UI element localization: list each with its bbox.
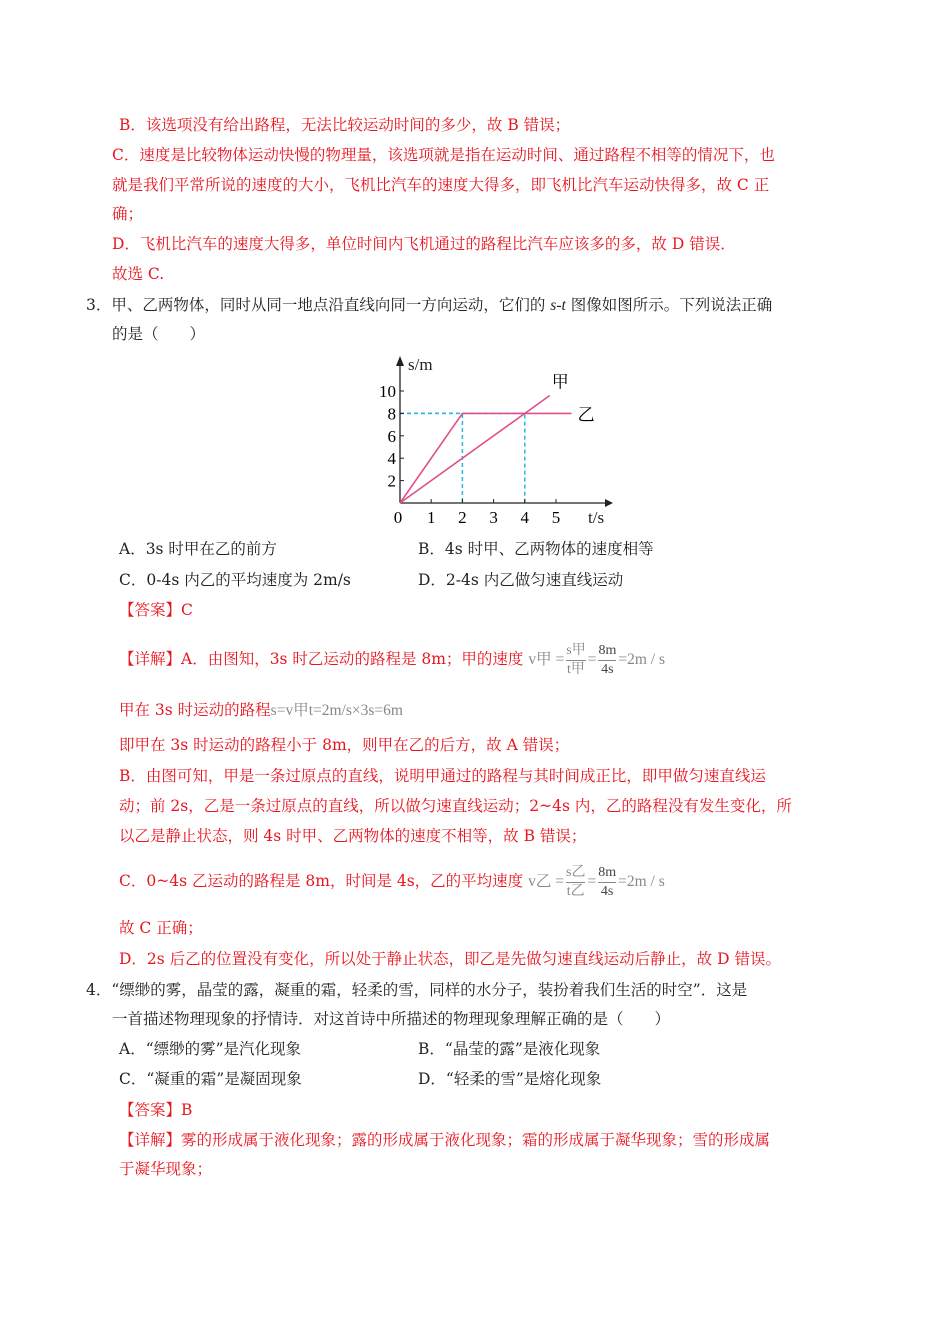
q3-explain-c1 [119,862,665,901]
q4-answer: 【答案】B [119,1101,193,1119]
formula-num: s乙 [566,864,585,883]
q3-stem-line1 [86,295,772,316]
y-tick-label: 4 [387,449,396,469]
y-tick-label: 6 [387,426,396,446]
x-axis-label: t/s [588,508,605,527]
q2-explain-d: D．飞机比汽车的速度大得多，单位时间内飞机通过的路程比汽车应该多的多，故 D 错误． [112,235,736,253]
formula-eq: = [587,651,597,668]
x-tick-label: 0 [393,508,403,527]
x-axis-arrow-icon [605,499,613,507]
series-line-jia [400,395,550,503]
q3-stem-text: 3．甲、乙两物体，同时从同一地点沿直线向同一方向运动，它们的 [86,296,551,314]
x-tick-label: 3 [489,508,498,527]
formula-num: 8m [598,864,616,883]
q3-explain-a2-text: 甲在 3s 时运动的路程 [119,701,271,719]
q3-answer: 【答案】C [119,601,193,619]
q2-explain-c-line1: C．速度是比较物体运动快慢的物理量，该选项就是指在运动时间、通过路程不相等的情况下，也 [112,146,775,164]
formula-lhs: v甲 = [528,651,565,668]
q3-explain-c1-text: C．0~4s 乙运动的路程是 8m，时间是 4s，乙的平均速度 [119,872,524,890]
st-graph [360,350,620,530]
q4-option-d: D．“轻柔的雪”是熔化现象 [418,1070,602,1088]
q3-explain-b2: 动；前 2s，乙是一条过原点的直线，所以做匀速直线运动；2~4s 内，乙的路程没有发生变化，所 [119,797,792,815]
q2-explain-c-line3: 确； [112,205,144,223]
q4-stem-line2: 一首描述物理现象的抒情诗．对这首诗中所描述的物理现象理解正确的是（ ） [112,1010,671,1028]
formula-distance: s=v甲t=2m/s×3s=6m [270,702,403,719]
q3-explain-b1: B．由图可知，甲是一条过原点的直线，说明甲通过的路程与其时间成正比，即甲做匀速直线运 [119,767,766,785]
formula-v-jia [528,642,665,677]
formula-den: 4s [601,661,614,677]
q2-explain-b: B．该选项没有给出路程，无法比较运动时间的多少，故 B 错误； [119,116,571,134]
q3-stem-text2: 图像如图所示。下列说法正确 [565,296,773,314]
formula-eq: = [587,873,597,890]
series-label: 甲 [551,372,569,392]
series-line-yi [400,413,572,503]
x-tick-label: 1 [426,508,436,527]
q3-explain-a1 [119,640,665,679]
q4-explain-line2: 于凝华现象； [119,1160,213,1178]
q3-stem-line2: 的是（ ） [112,325,206,343]
x-tick-label: 5 [551,508,561,527]
series-label: 乙 [577,405,595,425]
q4-option-a: A．“缥缈的雾”是汽化现象 [119,1040,302,1058]
q3-explain-a2 [119,700,403,721]
q3-option-c: C．0-4s 内乙的平均速度为 2m/s [119,571,351,589]
formula-v-yi [528,864,665,899]
x-tick-label: 2 [458,508,467,527]
q3-explain-b3: 以乙是静止状态，则 4s 时甲、乙两物体的速度不相等，故 B 错误； [119,827,587,845]
q3-explain-a3: 即甲在 3s 时运动的路程小于 8m，则甲在乙的后方，故 A 错误； [119,736,570,754]
y-axis-label: s/m [408,355,433,374]
q3-option-a: A．3s 时甲在乙的前方 [119,540,277,558]
q2-explain-c-line2: 就是我们平常所说的速度的大小，飞机比汽车的速度大得多，即飞机比汽车运动快得多，故 C 正 [112,176,770,194]
q2-conclusion: 故选 C. [112,265,165,283]
formula-num: s甲 [566,642,585,661]
q3-explain-d: D．2s 后乙的位置没有变化，所以处于静止状态，即乙是先做匀速直线运动后静止，故 D 错误。 [119,950,781,968]
q3-option-d: D．2-4s 内乙做匀速直线运动 [418,571,624,589]
formula-den: t甲 [567,661,585,677]
q3-option-b: B．4s 时甲、乙两物体的速度相等 [418,540,654,558]
q3-stem-var: s-t [550,297,566,314]
q4-stem-line1: 4．“缥缈的雾，晶莹的露，凝重的霜，轻柔的雪，同样的水分子，装扮着我们生活的时空”．这是 [86,981,748,999]
formula-den: t乙 [566,883,585,899]
q3-explain-a1-text: 【详解】A．由图知，3s 时乙运动的路程是 8m；甲的速度 [119,650,524,668]
y-tick-label: 10 [379,382,396,401]
formula-lhs: v乙 = [528,873,564,890]
formula-rhs: =2m / s [618,651,665,668]
x-tick-label: 4 [520,508,530,527]
q4-option-c: C．“凝重的霜”是凝固现象 [119,1070,302,1088]
q4-explain-line1: 【详解】雾的形成属于液化现象；露的形成属于液化现象；霜的形成属于凝华现象；雪的形成属 [119,1131,771,1149]
y-tick-label: 2 [387,471,396,491]
formula-num: 8m [598,642,616,661]
y-tick-label: 8 [387,404,396,424]
formula-rhs: =2m / s [618,873,665,890]
q3-explain-c2: 故 C 正确； [119,919,203,937]
y-axis-arrow-icon [396,356,404,366]
q4-option-b: B．“晶莹的露”是液化现象 [418,1040,601,1058]
formula-den: 4s [600,883,614,899]
